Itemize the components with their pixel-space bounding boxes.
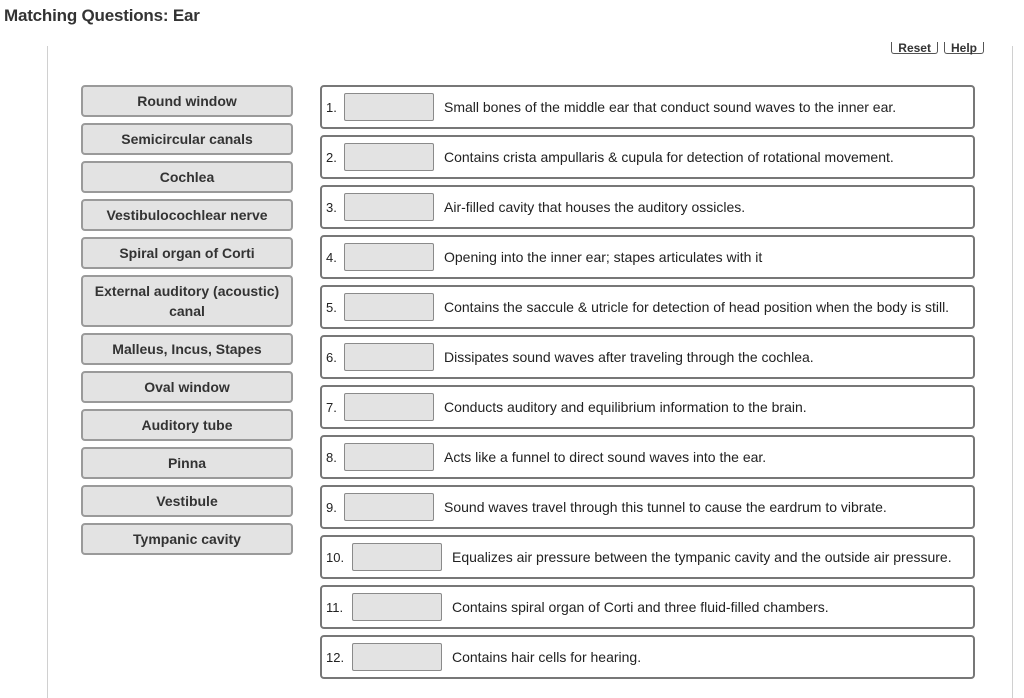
term-malleus-incus-stapes[interactable]: Malleus, Incus, Stapes [81,333,293,365]
question-row-3 [320,185,975,229]
term-cochlea[interactable]: Cochlea [81,161,293,193]
question-row-9 [320,485,975,529]
term-pinna[interactable]: Pinna [81,447,293,479]
question-row-7 [320,385,975,429]
term-tympanic-cavity[interactable]: Tympanic cavity [81,523,293,555]
question-row-1 [320,85,975,129]
question-text: Equalizes air pressure between the tympanic cavity and the outside air pressure. [452,549,952,565]
question-number: 12. [326,649,345,665]
question-text: Air-filled cavity that houses the auditory ossicles. [444,199,746,215]
question-number: 6. [326,349,337,365]
term-oval-window[interactable]: Oval window [81,371,293,403]
question-text: Acts like a funnel to direct sound waves into the ear. [444,449,767,465]
question-number: 4. [326,249,337,265]
term-auditory-tube[interactable]: Auditory tube [81,409,293,441]
answer-drop-target-7[interactable] [344,393,434,421]
answer-drop-target-4[interactable] [344,243,434,271]
question-number: 2. [326,149,337,165]
question-number: 8. [326,449,337,465]
term-vestibule[interactable]: Vestibule [81,485,293,517]
question-row-10 [320,535,975,579]
help-button[interactable]: Help [944,42,984,54]
question-list [320,85,975,685]
answer-drop-target-3[interactable] [344,193,434,221]
question-row-5 [320,285,975,329]
answer-drop-target-1[interactable] [344,93,434,121]
question-row-6 [320,335,975,379]
question-number: 3. [326,199,337,215]
question-number: 5. [326,299,337,315]
question-text: Contains hair cells for hearing. [452,649,642,665]
question-text: Conducts auditory and equilibrium information to the brain. [444,399,807,415]
answer-drop-target-5[interactable] [344,293,434,321]
question-text: Contains the saccule & utricle for detection of head position when the body is still. [444,299,950,315]
question-row-2 [320,135,975,179]
question-text: Contains crista ampullaris & cupula for detection of rotational movement. [444,149,894,165]
term-vestibulocochlear-nerve[interactable]: Vestibulocochlear nerve [81,199,293,231]
question-text: Sound waves travel through this tunnel to cause the eardrum to vibrate. [444,499,887,515]
answer-drop-target-6[interactable] [344,343,434,371]
term-external-auditory-canal[interactable]: External auditory (acoustic) canal [81,275,293,327]
top-toolbar [891,42,984,55]
answer-drop-target-8[interactable] [344,443,434,471]
question-number: 9. [326,499,337,515]
question-text: Small bones of the middle ear that conduct sound waves to the inner ear. [444,99,897,115]
question-row-8 [320,435,975,479]
answer-drop-target-10[interactable] [352,543,442,571]
page-title: Matching Questions: Ear [4,6,200,25]
term-spiral-organ-of-corti[interactable]: Spiral organ of Corti [81,237,293,269]
answer-drop-target-11[interactable] [352,593,442,621]
question-row-11 [320,585,975,629]
answer-drop-target-9[interactable] [344,493,434,521]
reset-button[interactable]: Reset [891,42,938,54]
question-text: Dissipates sound waves after traveling through the cochlea. [444,349,814,365]
question-number: 11. [326,599,344,615]
answer-drop-target-2[interactable] [344,143,434,171]
term-semicircular-canals[interactable]: Semicircular canals [81,123,293,155]
term-round-window[interactable]: Round window [81,85,293,117]
question-number: 10. [326,549,345,565]
question-row-4 [320,235,975,279]
question-number: 1. [326,99,337,115]
answer-bank [81,85,293,561]
question-text: Opening into the inner ear; stapes articulates with it [444,249,763,265]
question-text: Contains spiral organ of Corti and three fluid-filled chambers. [452,599,829,615]
question-number: 7. [326,399,337,415]
question-row-12 [320,635,975,679]
answer-drop-target-12[interactable] [352,643,442,671]
